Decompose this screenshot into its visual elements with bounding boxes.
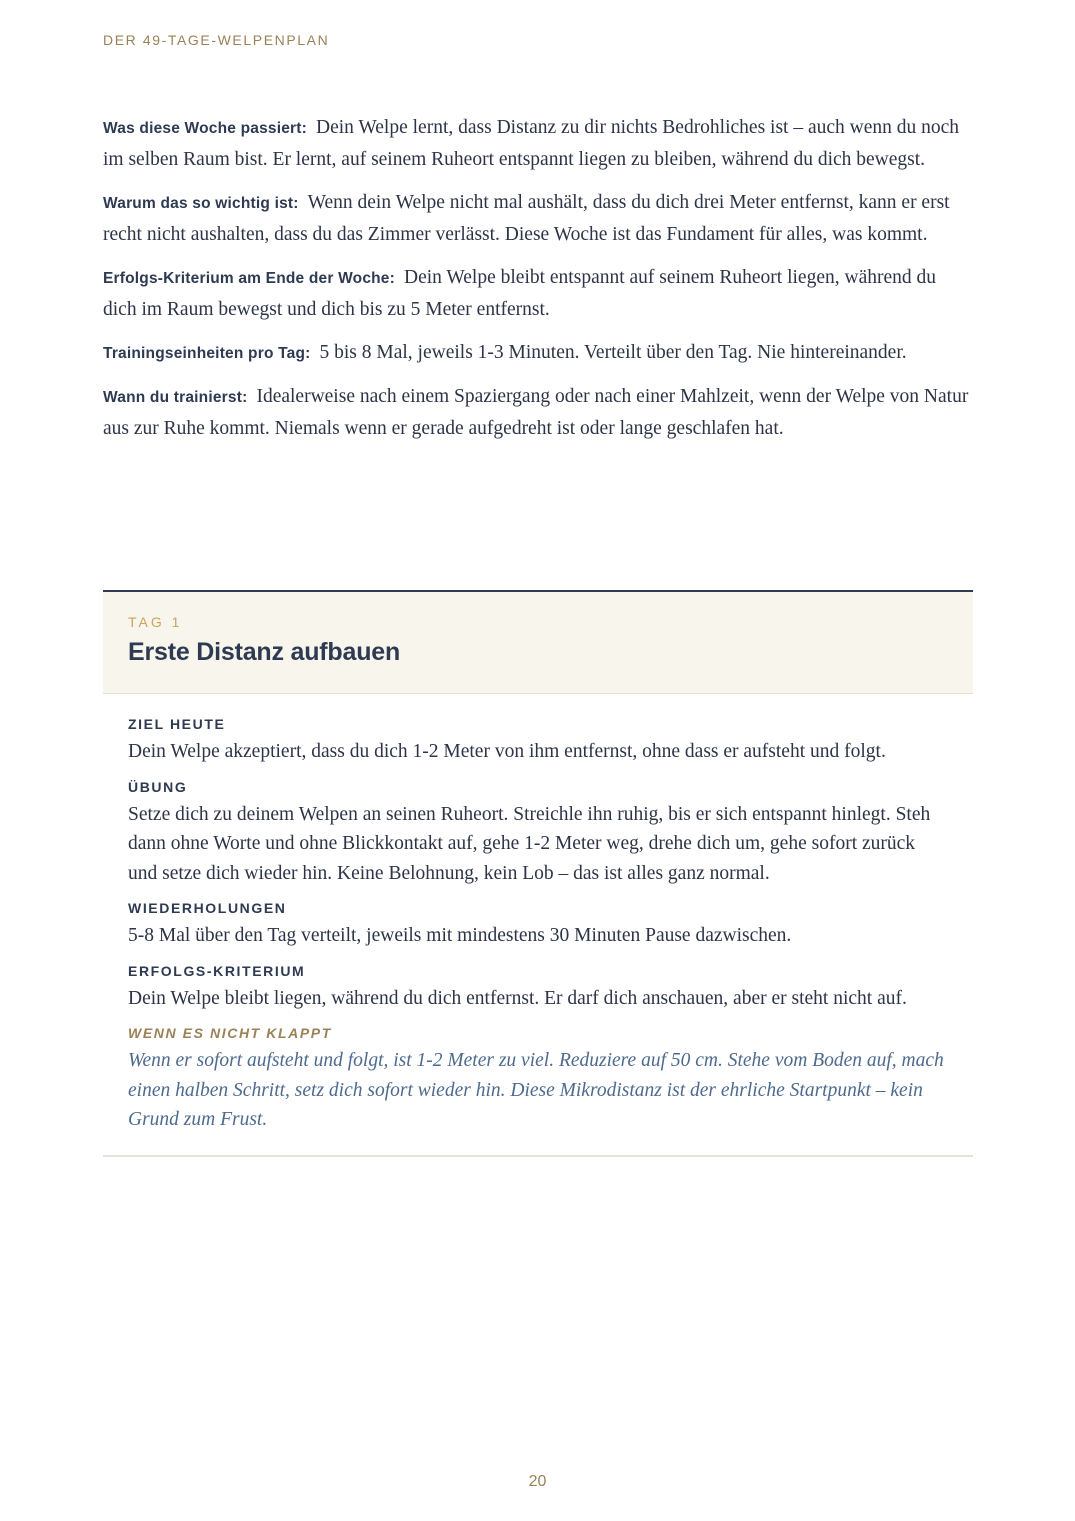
intro-text: 5 bis 8 Mal, jeweils 1-3 Minuten. Verteilt über den Tag. Nie hintereinander. <box>319 342 907 363</box>
repetitions-text: 5-8 Mal über den Tag verteilt, jeweils mit mindestens 30 Minuten Pause dazwischen. <box>128 925 792 946</box>
day-tag: TAG 1 <box>128 614 183 630</box>
day-title: Erste Distanz aufbauen <box>128 638 401 666</box>
intro-text: Wenn dein Welpe nicht mal aushält, dass du dich drei Meter entfernst, kann er erst recht nicht aushalten, dass du das Zimmer verlässt. Diese Woche ist das Fundament für alles, was kommt. <box>103 192 950 245</box>
running-header: DER 49-TAGE-WELPENPLAN <box>103 32 330 48</box>
exercise-text: Setze dich zu deinem Welpen an seinen Ruheort. Streichle ihn ruhig, bis er sich entspannt hinlegt. Steh dann ohne Worte und ohne Blickkontakt auf, gehe 1-2 Meter weg, drehe dich um, gehe sofort zurück und setze dich wieder hin. Keine Belohnung, kein Lob – das ist alles ganz normal. <box>128 803 931 884</box>
page-number: 20 <box>528 1473 547 1490</box>
success-label: ERFOLGS-KRITERIUM <box>128 962 306 979</box>
intro-label: Warum das so wichtig ist: <box>103 195 299 212</box>
intro-paragraph-what-happens <box>103 112 973 175</box>
troubleshoot-text: Wenn er sofort aufsteht und folgt, ist 1-2 Meter zu viel. Reduziere auf 50 cm. Stehe vom Boden auf, mach einen halben Schritt, setz dich sofort wieder hin. Diese Mikrodistanz ist der ehrliche Startpunkt – kein Grund zum Frust. <box>128 1050 944 1130</box>
success-text: Dein Welpe bleibt liegen, während du dich entfernst. Er darf dich anschauen, aber er steht nicht auf. <box>128 987 907 1009</box>
intro-text: Dein Welpe lernt, dass Distanz zu dir nichts Bedrohliches ist – auch wenn du noch im selben Raum bist. Er lernt, auf seinem Ruheort entspannt liegen zu bleiben, während du dich bewegst. <box>103 117 960 170</box>
week-intro <box>103 112 973 456</box>
intro-label: Erfolgs-Kriterium am Ende der Woche: <box>103 270 395 287</box>
intro-label: Wann du trainierst: <box>103 389 248 406</box>
intro-paragraph-sessions <box>103 337 973 369</box>
repetitions-label: WIEDERHOLUNGEN <box>128 900 287 916</box>
goal-text: Dein Welpe akzeptiert, dass du dich 1-2 Meter von ihm entfernst, ohne dass er aufsteht und folgt. <box>128 741 886 762</box>
troubleshoot-label: WENN ES NICHT KLAPPT <box>128 1025 332 1041</box>
intro-paragraph-why-important <box>103 187 973 250</box>
intro-paragraph-week-success <box>103 262 973 325</box>
intro-text: Dein Welpe bleibt entspannt auf seinem Ruheort liegen, während du dich im Raum bewegst und dich bis zu 5 Meter entfernst. <box>103 267 937 320</box>
goal-label: ZIEL HEUTE <box>128 716 226 732</box>
intro-paragraph-when <box>103 381 973 444</box>
exercise-label: ÜBUNG <box>128 778 188 795</box>
intro-label: Was diese Woche passiert: <box>103 120 307 137</box>
intro-label: Trainingseinheiten pro Tag: <box>103 345 311 362</box>
intro-text: Idealerweise nach einem Spaziergang oder nach einer Mahlzeit, wenn der Welpe von Natur aus zur Ruhe kommt. Niemals wenn er gerade aufgedreht ist oder lange geschlafen hat. <box>103 386 969 439</box>
day-card <box>103 590 973 1157</box>
day-body <box>103 694 973 1157</box>
day-header <box>103 590 973 694</box>
